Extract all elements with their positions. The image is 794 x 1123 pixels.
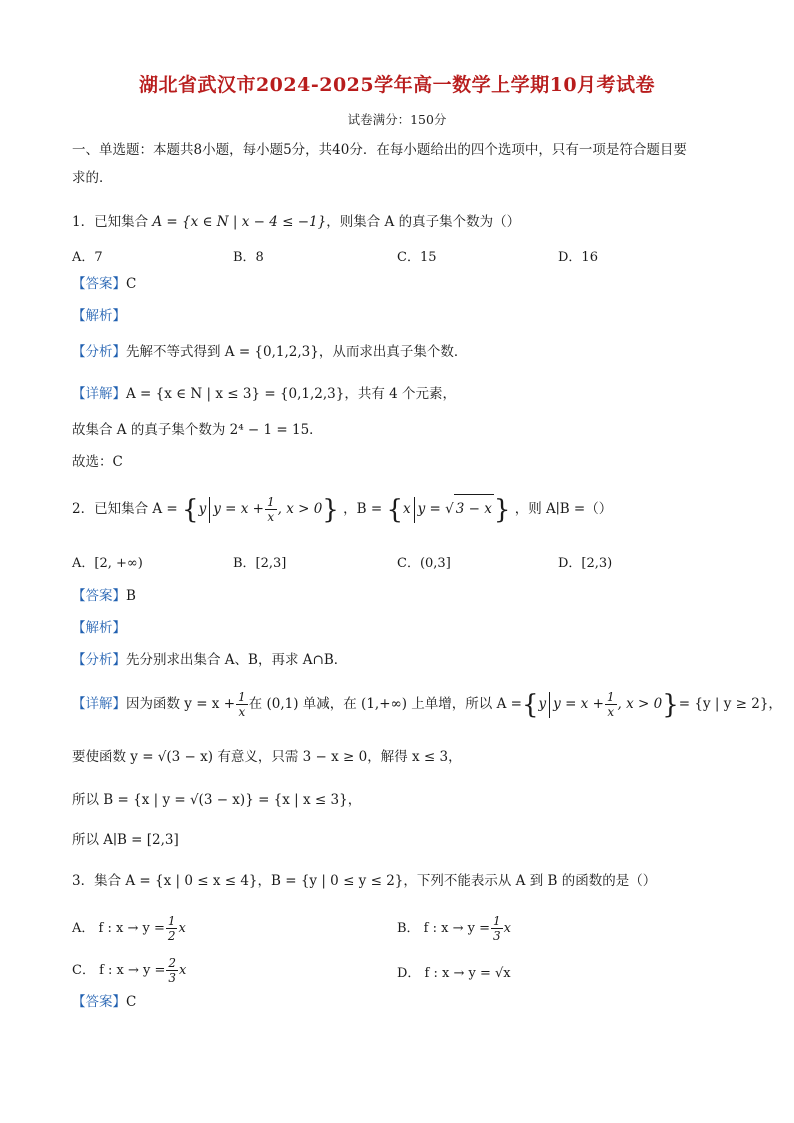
q2-option-c: C．(0,3]	[397, 556, 451, 571]
q3-option-a: A． f : x → y = $\frac{1}{2}$ x	[72, 914, 186, 943]
left-brace: {	[182, 494, 199, 525]
analysis-label: 【分析】	[72, 344, 126, 360]
q3-stem: 3．集合 A = {x | 0 ≤ x ≤ 4}，B = {y | 0 ≤ y ≤ 2}，下列不能表示从 A 到 B 的函数的是（）	[72, 873, 657, 889]
analysis-label: 【分析】	[72, 652, 126, 668]
q2-option-a: A．[2, +∞)	[72, 556, 143, 571]
right-brace: }	[662, 689, 679, 720]
q2-detail-c: = {y | y ≥ 2}，	[678, 696, 782, 712]
q2-analysis	[72, 650, 347, 670]
q3-option-c-prefix: C． f : x → y =	[72, 963, 166, 978]
q3-option-d: D． f : x → y = √x	[397, 966, 511, 981]
q2-option-d: D．[2,3)	[558, 556, 613, 571]
set-divider	[414, 497, 415, 523]
left-brace: {	[521, 689, 539, 720]
q3-answer-value: C	[126, 994, 137, 1010]
q1-detail	[72, 384, 456, 404]
q2-detail-a: 因为函数 y = x +	[126, 696, 236, 712]
fraction-1-over-x: $\frac{1}{x}$	[238, 690, 246, 719]
q2-answer-value: B	[126, 588, 136, 604]
q2-analysis-text: 先分别求出集合 A、B，再求 A∩B．	[126, 652, 348, 668]
q2-detail: 【详解】因为函数 y = x + $\frac{1}{x}$ 在 (0,1) 单减，在 (1,+∞) 上单增，所以 A ={y y = x + $\frac{1}{x}$ , x > 0}= {y | y ≥ 2}，	[72, 689, 782, 720]
section-heading-line2: 求的．	[72, 170, 113, 186]
q1-explain-label	[72, 306, 126, 326]
q3-option-c: C． f : x → y = $\frac{2}{3}$ x	[72, 956, 187, 985]
q2-line3: 所以 B = {x | y = √(3 − x)} = {x | x ≤ 3}，	[72, 792, 362, 808]
q2-line2: 要使函数 y = √(3 − x) 有意义，只需 3 − x ≥ 0，解得 x ≤ 3，	[72, 749, 462, 765]
q1-answer-value: C	[126, 276, 137, 292]
page-subtitle: 试卷满分：150分	[347, 112, 447, 127]
answer-label: 【答案】	[72, 276, 126, 292]
q1-detail-line2: 故集合 A 的真子集个数为 2⁴ − 1 = 15．	[72, 422, 323, 438]
detail-label: 【详解】	[72, 386, 126, 402]
page-title: 湖北省武汉市2024-2025学年高一数学上学期10月考试卷	[138, 74, 656, 96]
q1-stem-suffix: ，则集合 A 的真子集个数为（）	[326, 214, 521, 230]
q2-line4: 所以 A∣B = [2,3]	[72, 832, 179, 848]
q1-option-b: B．8	[233, 250, 264, 265]
q3-option-b-prefix: B． f : x → y =	[397, 921, 490, 936]
q2-stem-prefix: 2．已知集合 A =	[72, 501, 178, 517]
q2-stem: 2．已知集合 A = {y y = x + $\frac{1}{x}$ , x > 0} ，B = {x y = √ 3 − x} ，则 A∣B =（）	[72, 494, 613, 525]
q1-analysis	[72, 342, 467, 362]
section-heading-line1: 一、单选题：本题共8小题，每小题5分，共40分．在每小题给出的四个选项中，只有一项是符合题目要	[72, 142, 687, 158]
q3-option-b: B． f : x → y = $\frac{1}{3}$ x	[397, 914, 511, 943]
q2-detail-b: 在 (0,1) 单减，在 (1,+∞) 上单增，所以 A =	[248, 696, 522, 712]
q2-stem-mid: ，B =	[343, 501, 383, 517]
q2-option-b: B．[2,3]	[233, 556, 287, 571]
q1-set-expr: A = {x ∈ N | x − 4 ≤ −1}	[152, 214, 327, 230]
right-brace: }	[493, 494, 511, 525]
left-brace: {	[386, 494, 404, 525]
detail-label: 【详解】	[72, 696, 126, 712]
q3-answer	[72, 992, 136, 1012]
q2-explain-label	[72, 618, 126, 638]
q1-detail-text: A = {x ∈ N | x ≤ 3} = {0,1,2,3}，共有 4 个元素，	[126, 386, 457, 402]
fraction-1-over-2: $\frac{1}{2}$	[167, 914, 176, 943]
fraction-1-over-x: $\frac{1}{x}$	[606, 690, 615, 719]
q1-analysis-text: 先解不等式得到 A = {0,1,2,3}，从而求出真子集个数．	[126, 344, 468, 360]
answer-label: 【答案】	[72, 588, 126, 604]
set-divider	[549, 692, 550, 718]
explain-label: 【解析】	[72, 308, 126, 324]
right-brace: }	[322, 494, 339, 525]
answer-label: 【答案】	[72, 994, 126, 1010]
q1-option-a: A．7	[72, 250, 103, 265]
q3-option-a-prefix: A． f : x → y =	[72, 921, 165, 936]
q1-option-d: D．16	[558, 250, 598, 265]
fraction-2-over-3: $\frac{2}{3}$	[168, 956, 177, 985]
q1-stem-prefix: 1．已知集合	[72, 214, 153, 230]
q1-option-c: C．15	[397, 250, 437, 265]
set-divider	[209, 497, 210, 523]
q2-stem-suffix: ，则 A∣B =（）	[514, 501, 613, 517]
q1-stem	[72, 212, 520, 232]
q2-answer	[72, 586, 136, 606]
sqrt-expr: 3 − x	[454, 494, 494, 523]
fraction-1-over-3: $\frac{1}{3}$	[493, 914, 501, 943]
fraction-1-over-x: $\frac{1}{x}$	[266, 495, 275, 524]
explain-label: 【解析】	[72, 620, 126, 636]
q1-answer	[72, 274, 136, 294]
q1-conclusion: 故选：C	[72, 454, 123, 470]
